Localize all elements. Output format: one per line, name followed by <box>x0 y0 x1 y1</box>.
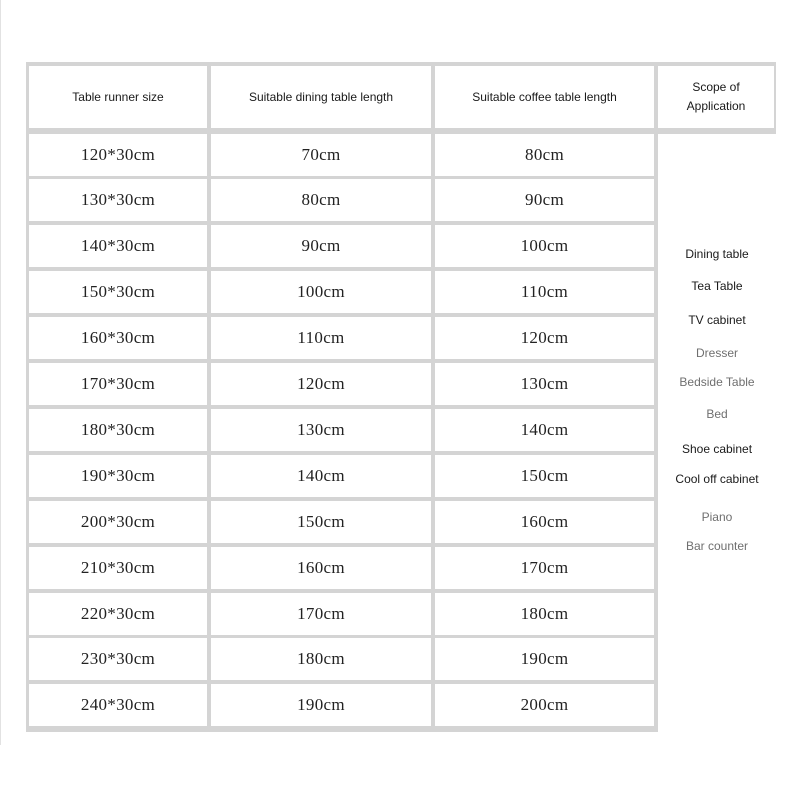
coffee-length-cell-value: 190cm <box>520 649 569 668</box>
runner-size-cell <box>29 409 207 451</box>
dining-length-cell <box>211 179 431 221</box>
header-scope <box>658 66 774 128</box>
runner-size-cell <box>29 363 207 405</box>
runner-size-cell-value: 190*30cm <box>80 466 156 485</box>
coffee-length-cell-value: 100cm <box>520 236 569 255</box>
runner-size-cell-value: 140*30cm <box>80 236 156 255</box>
runner-size-cell <box>29 547 207 589</box>
runner-size-cell-value: 220*30cm <box>80 604 156 623</box>
runner-size-cell-value: 160*30cm <box>80 328 156 347</box>
coffee-length-cell <box>435 593 654 635</box>
coffee-length-cell-value: 180cm <box>520 604 569 623</box>
runner-size-cell <box>29 134 207 176</box>
coffee-length-cell-value: 80cm <box>525 145 564 164</box>
scope-item-piano: Piano <box>701 510 733 524</box>
dining-length-cell-value: 110cm <box>297 328 345 347</box>
coffee-length-cell <box>435 409 654 451</box>
dining-length-cell-value: 100cm <box>297 282 345 301</box>
runner-size-cell-value: 240*30cm <box>80 695 156 714</box>
runner-size-cell-value: 150*30cm <box>80 282 156 301</box>
dining-length-cell-value: 70cm <box>301 145 341 164</box>
runner-size-cell-value: 200*30cm <box>80 512 156 531</box>
dining-length-cell <box>211 684 431 726</box>
coffee-length-cell <box>435 179 654 221</box>
runner-size-cell <box>29 455 207 497</box>
scope-of-application-cell <box>658 134 776 732</box>
header-runner-size <box>29 66 207 128</box>
size-chart-table <box>26 62 776 732</box>
scope-item-bar-counter: Bar counter <box>685 539 749 553</box>
scope-item-dresser: Dresser <box>695 346 738 360</box>
dining-length-cell <box>211 225 431 267</box>
coffee-length-cell-value: 170cm <box>520 558 569 577</box>
runner-size-cell-value: 210*30cm <box>80 558 156 577</box>
dining-length-cell <box>211 409 431 451</box>
dining-length-cell-value: 190cm <box>297 695 345 714</box>
coffee-length-cell <box>435 455 654 497</box>
runner-size-cell-value: 130*30cm <box>80 190 156 209</box>
runner-size-cell <box>29 593 207 635</box>
scope-item-bedside-table: Bedside Table <box>679 375 755 389</box>
dining-length-cell <box>211 501 431 543</box>
coffee-length-cell <box>435 317 654 359</box>
header-runner-size-label: Table runner size <box>72 89 164 104</box>
header-coffee-length <box>435 66 654 128</box>
header-dining-length <box>211 66 431 128</box>
dining-length-cell <box>211 455 431 497</box>
coffee-length-cell <box>435 501 654 543</box>
dining-length-cell-value: 180cm <box>297 649 345 668</box>
dining-length-cell <box>211 363 431 405</box>
coffee-length-cell <box>435 638 654 680</box>
coffee-length-cell-value: 160cm <box>520 512 569 531</box>
runner-size-cell <box>29 684 207 726</box>
runner-size-cell <box>29 638 207 680</box>
left-edge-line <box>0 0 1 745</box>
scope-item-bed: Bed <box>706 407 728 421</box>
coffee-length-cell-value: 140cm <box>520 420 569 439</box>
coffee-length-cell <box>435 134 654 176</box>
coffee-length-cell <box>435 547 654 589</box>
runner-size-cell-value: 170*30cm <box>80 374 156 393</box>
header-scope-label: Scope of Application <box>686 80 746 113</box>
coffee-length-cell <box>435 363 654 405</box>
dining-length-cell-value: 80cm <box>301 190 341 209</box>
coffee-length-cell-value: 150cm <box>520 466 569 485</box>
coffee-length-cell-value: 110cm <box>520 282 569 301</box>
coffee-length-cell-value: 90cm <box>525 190 564 209</box>
header-coffee-length-label: Suitable coffee table length <box>472 89 617 104</box>
runner-size-cell-value: 230*30cm <box>80 649 156 668</box>
scope-item-tv-cabinet: TV cabinet <box>688 313 746 327</box>
scope-item-tea-table: Tea Table <box>691 279 743 293</box>
dining-length-cell-value: 170cm <box>297 604 345 623</box>
coffee-length-cell-value: 120cm <box>520 328 569 347</box>
dining-length-cell <box>211 593 431 635</box>
dining-length-cell <box>211 547 431 589</box>
scope-item-cool-off-cabinet: Cool off cabinet <box>675 472 759 486</box>
runner-size-cell <box>29 271 207 313</box>
dining-length-cell-value: 130cm <box>297 420 345 439</box>
dining-length-cell <box>211 638 431 680</box>
coffee-length-cell <box>435 271 654 313</box>
dining-length-cell-value: 120cm <box>297 374 345 393</box>
runner-size-cell <box>29 225 207 267</box>
runner-size-cell-value: 120*30cm <box>80 145 156 164</box>
runner-size-cell <box>29 179 207 221</box>
dining-length-cell-value: 160cm <box>297 558 345 577</box>
dining-length-cell-value: 140cm <box>297 466 345 485</box>
dining-length-cell-value: 90cm <box>301 236 341 255</box>
coffee-length-cell-value: 130cm <box>520 374 569 393</box>
coffee-length-cell-value: 200cm <box>520 695 569 714</box>
runner-size-cell <box>29 501 207 543</box>
runner-size-cell <box>29 317 207 359</box>
runner-size-cell-value: 180*30cm <box>80 420 156 439</box>
dining-length-cell <box>211 134 431 176</box>
dining-length-cell <box>211 271 431 313</box>
scope-item-shoe-cabinet: Shoe cabinet <box>681 442 753 456</box>
dining-length-cell <box>211 317 431 359</box>
dining-length-cell-value: 150cm <box>297 512 345 531</box>
scope-item-dining-table: Dining table <box>685 247 749 261</box>
coffee-length-cell <box>435 225 654 267</box>
header-dining-length-label: Suitable dining table length <box>248 89 394 104</box>
coffee-length-cell <box>435 684 654 726</box>
